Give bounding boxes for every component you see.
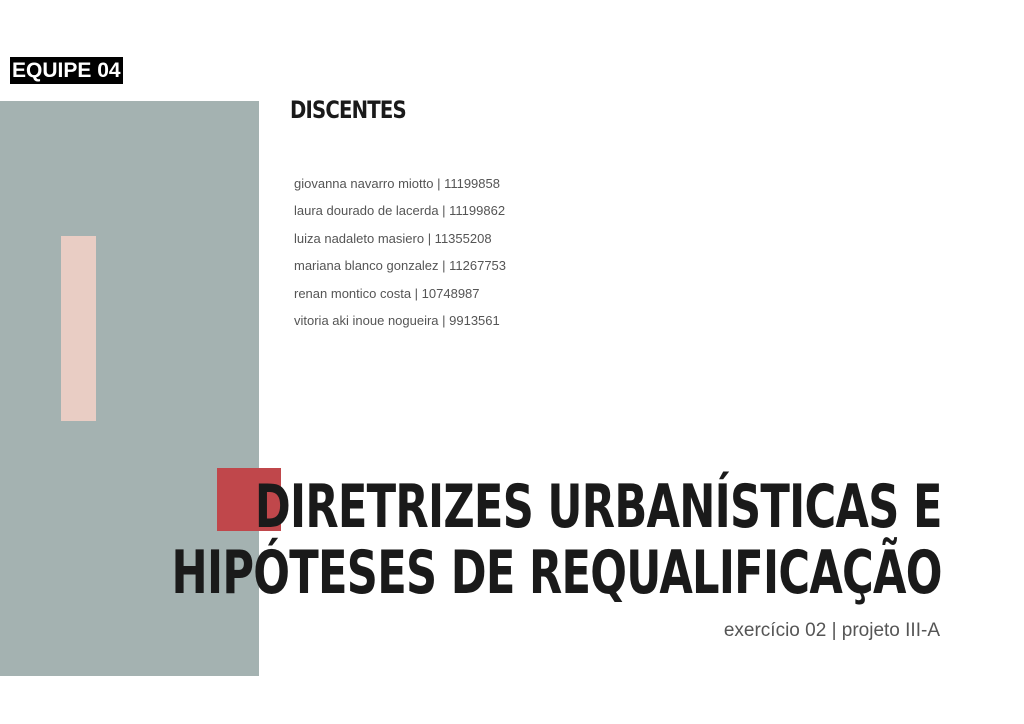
students-heading: DISCENTES [290, 96, 406, 124]
student-item: luiza nadaleto masiero | 11355208 [294, 230, 492, 246]
student-item: mariana blanco gonzalez | 11267753 [294, 258, 507, 274]
student-item: renan montico costa | 10748987 [294, 285, 480, 301]
title-line-2: HIPÓTESES DE REQUALIFICAÇÃO [171, 538, 942, 608]
student-item: giovanna navarro miotto | 11199858 [294, 176, 500, 191]
students-list [294, 170, 506, 334]
title-line-1: DIRETRIZES URBANÍSTICAS E [255, 472, 942, 542]
student-item: laura dourado de lacerda | 11199862 [294, 203, 506, 219]
team-label: EQUIPE 04 [12, 59, 121, 82]
student-item: vitoria aki inoue nogueira | 9913561 [294, 313, 500, 329]
pink-accent-bar [61, 236, 96, 421]
page-title [0, 474, 942, 606]
subtitle: exercício 02 | projeto III-A [723, 620, 940, 641]
